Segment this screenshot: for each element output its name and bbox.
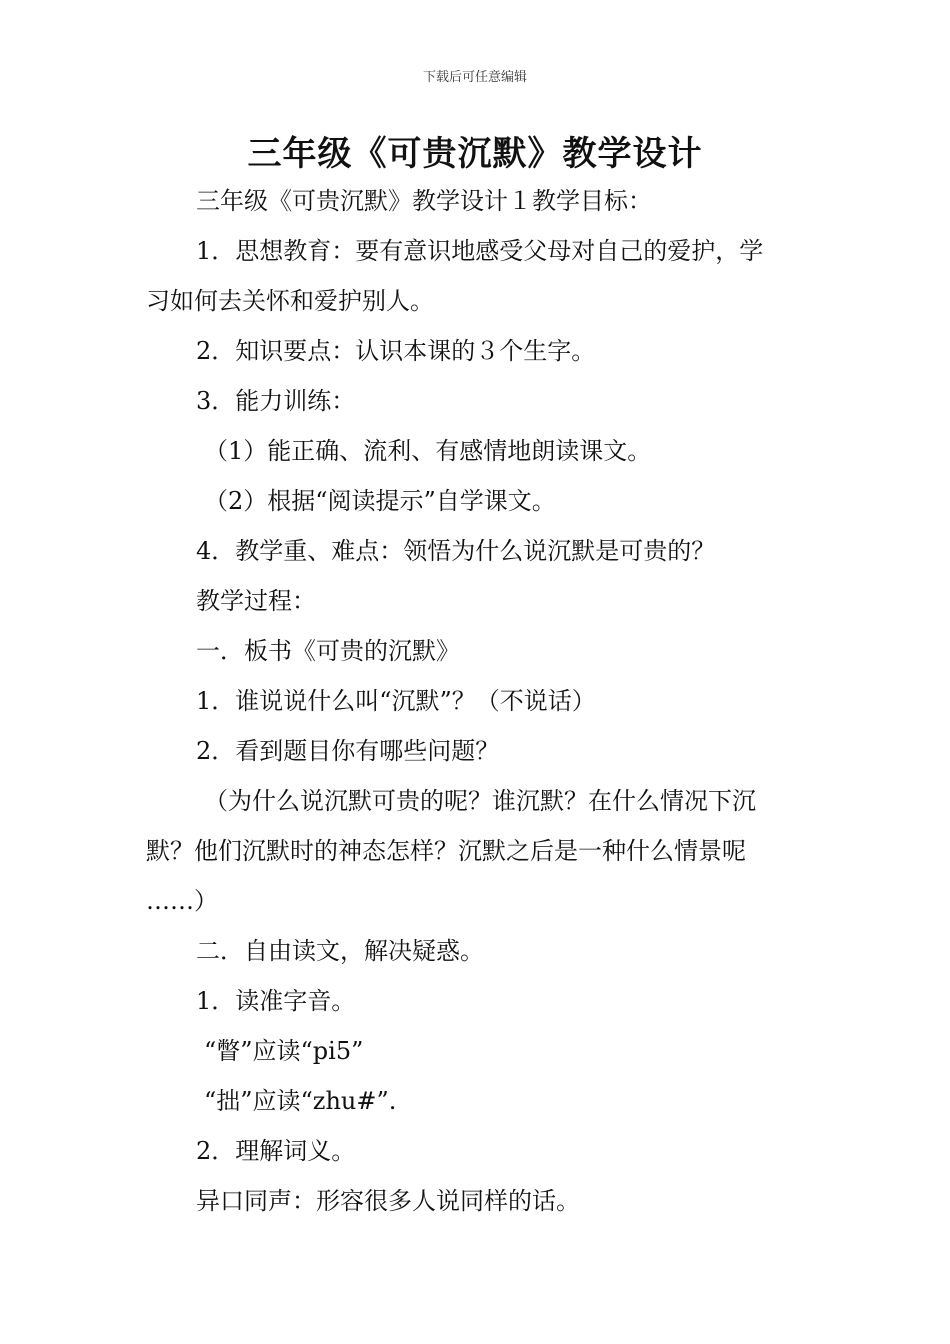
document-body bbox=[146, 176, 808, 1226]
paragraph-line: ……） bbox=[146, 887, 218, 915]
paragraph-line: “拙”应读“zhu#”. bbox=[204, 1087, 397, 1115]
paragraph-line: 异口同声：形容很多人说同样的话。 bbox=[196, 1187, 580, 1215]
paragraph-line: 教学过程： bbox=[196, 587, 316, 615]
paragraph-line: 二．自由读文，解决疑惑。 bbox=[196, 937, 484, 965]
paragraph-line: 习如何去关怀和爱护别人。 bbox=[146, 287, 434, 315]
paragraph-line: 三年级《可贵沉默》教学设计１教学目标： bbox=[196, 187, 652, 215]
paragraph-line: 3．能力训练： bbox=[196, 387, 356, 415]
paragraph-line: 2．知识要点：认识本课的３个生字。 bbox=[196, 337, 596, 365]
header-note: 下载后可任意编辑 bbox=[422, 70, 527, 85]
paragraph-line: 2．看到题目你有哪些问题？ bbox=[196, 737, 500, 765]
paragraph-line: （为什么说沉默可贵的呢？谁沉默？在什么情况下沉 bbox=[204, 787, 756, 815]
paragraph-line: 2．理解词义。 bbox=[196, 1137, 356, 1165]
paragraph-line: 一．板书《可贵的沉默》 bbox=[196, 637, 460, 665]
paragraph-line: 默？他们沉默时的神态怎样？沉默之后是一种什么情景呢 bbox=[146, 837, 746, 865]
paragraph-line: 4．教学重、难点：领悟为什么说沉默是可贵的？ bbox=[196, 537, 716, 565]
paragraph-line: “瞥”应读“pi5” bbox=[204, 1037, 364, 1065]
paragraph-line: 1．思想教育：要有意识地感受父母对自己的爱护，学 bbox=[196, 237, 764, 265]
page-title: 三年级《可贵沉默》教学设计 bbox=[247, 134, 703, 174]
paragraph-line: 1．读准字音。 bbox=[196, 987, 356, 1015]
paragraph-line: 1．谁说说什么叫“沉默”？（不说话） bbox=[196, 687, 596, 715]
paragraph-line: （1）能正确、流利、有感情地朗读课文。 bbox=[204, 437, 652, 465]
paragraph-line: （2）根据“阅读提示”自学课文。 bbox=[204, 487, 556, 515]
